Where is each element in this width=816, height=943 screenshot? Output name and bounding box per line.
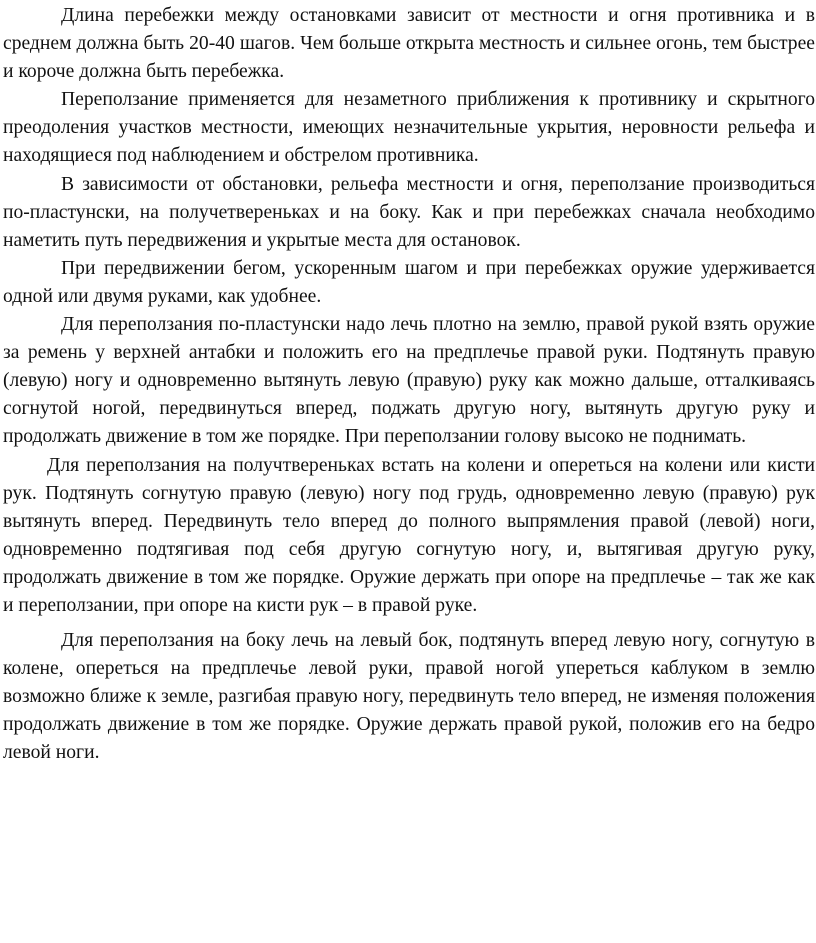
paragraph-crawling-purpose: Переползание применяется для незаметного приближения к противнику и скрытного преодоления участков местности, имеющих незначительные укрытия, неровности рельефа и находящиеся под наблюдением и обстрелом противника.	[3, 89, 815, 167]
paragraph-side-crawl: Для переползания на боку лечь на левый бок, подтянуть вперед левую ногу, согнутую в колене, опереться на предплечье левой руки, правой ногой упереться каблуком в землю возможно ближе к земле, разгибая правую ногу, передвинуть тело вперед, не изменяя положения продолжать движение в том же порядке. Оружие держать правой рукой, положив его на бедро левой ноги.	[3, 630, 815, 764]
paragraph-plastunsky-crawl: Для переползания по-пластунски надо лечь плотно на землю, правой рукой взять оружие за ремень у верхней антабки и положить его на предплечье правой руки. Подтянуть правую (левую) ногу и одновременно вытянуть левую (правую) руку как можно дальше, отталкиваясь согнутой ногой, передвинуться вперед, поджать другую ногу, вытянуть другую руку и продолжать движение в том же порядке. При переползании голову высоко не поднимать.	[3, 314, 815, 448]
paragraph-crawling-methods: В зависимости от обстановки, рельефа местности и огня, переползание производиться по-пластунски, на получетвереньках и на боку. Как и при перебежках сначала необходимо наметить путь передвижения и укрытые места для остановок.	[3, 173, 815, 251]
paragraph-weapon-holding: При передвижении бегом, ускоренным шагом и при перебежках оружие удерживается одной или двумя руками, как удобнее.	[3, 257, 815, 307]
paragraph-dash-distance: Длина перебежки между остановками зависит от местности и огня противника и в среднем должна быть 20-40 шагов. Чем больше открыта местность и сильнее огонь, тем быстрее и короче должна быть перебежка.	[3, 5, 815, 83]
paragraph-half-crawl: Для переползания на получтвереньках встать на колени и опереться на колени или кисти рук. Подтянуть согнутую правую (левую) ногу под грудь, одновременно левую (правую) рук вытянуть вперед. Передвинуть тело вперед до полного выпрямления правой (левой) ноги, одновременно подтягивая под себя другую согнутую ногу, и, вытягивая другую руку, продолжать движение в том же порядке. Оружие держать при опоре на предплечье – так же как и переползании, при опоре на кисти рук – в правой руке.	[3, 454, 815, 616]
